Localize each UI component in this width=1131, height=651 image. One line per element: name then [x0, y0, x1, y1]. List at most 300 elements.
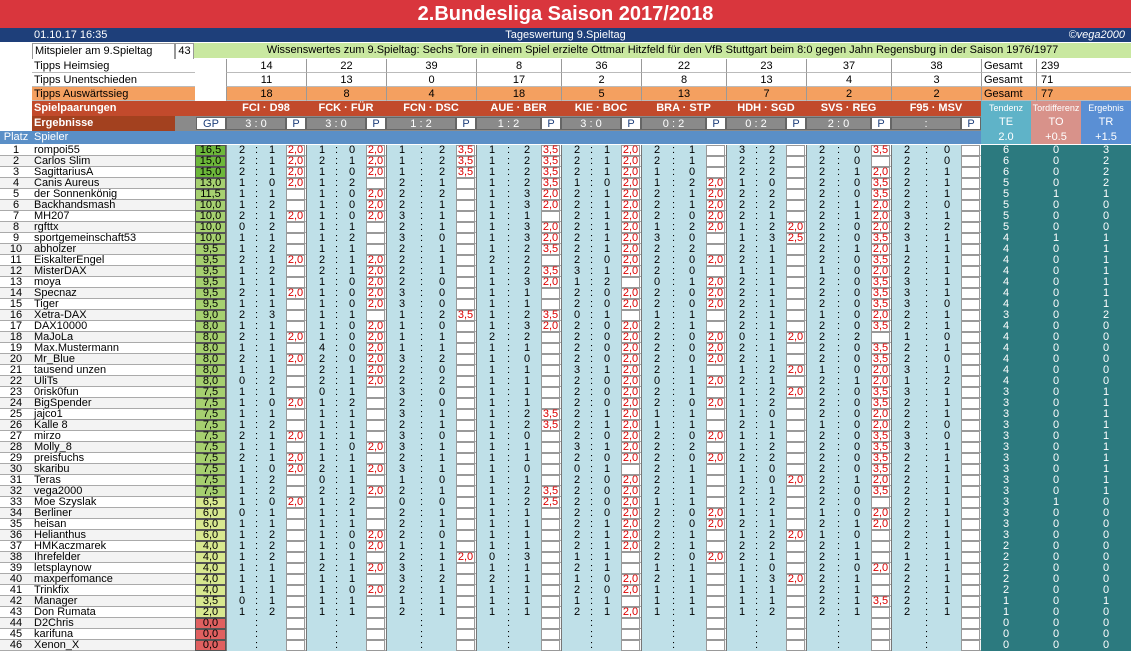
tip-away: 0 — [603, 430, 611, 442]
tip-away: 0 — [603, 584, 611, 596]
tip-colon: : — [335, 441, 339, 453]
tip-away: 3 — [523, 232, 531, 244]
tip-colon: : — [755, 298, 759, 310]
tip-colon: : — [335, 210, 339, 222]
tip-colon: : — [507, 232, 511, 244]
tip-home: 2 — [318, 485, 326, 497]
tip-home: 2 — [903, 419, 911, 431]
tip-away: 0 — [438, 386, 446, 398]
tip-away: 1 — [268, 188, 276, 200]
tip-home: 2 — [818, 276, 826, 288]
tip-away: 1 — [268, 353, 276, 365]
tip-away: 1 — [438, 584, 446, 596]
player-points: 3,5 — [542, 485, 559, 497]
tip-home: 1 — [238, 573, 246, 585]
tip-away: 0 — [853, 562, 861, 574]
tip-colon: : — [255, 210, 259, 222]
tip-away: 2 — [268, 551, 276, 563]
player-to: 0 — [1031, 530, 1081, 541]
player-points: 3,5 — [457, 309, 474, 321]
player-points: 3,5 — [872, 342, 889, 354]
tip-home: 1 — [488, 210, 496, 222]
tip-colon: : — [255, 408, 259, 420]
tip-away: 0 — [348, 298, 356, 310]
tip-away: 1 — [603, 364, 611, 376]
tip-home: 2 — [653, 287, 661, 299]
player-points: 2,0 — [787, 474, 804, 486]
table-row — [0, 640, 1131, 651]
player-rank: 14 — [9, 287, 23, 299]
tip-away: 2 — [523, 166, 531, 178]
player-points — [286, 618, 305, 629]
tip-home: 1 — [318, 518, 326, 530]
tip-home: 1 — [238, 364, 246, 376]
player-gp: 7,5 — [195, 486, 226, 497]
player-points: 2,0 — [707, 188, 724, 200]
tip-colon: : — [672, 507, 676, 519]
player-rank: 41 — [9, 584, 23, 596]
tip-away: 1 — [603, 144, 611, 156]
player-points — [961, 464, 980, 475]
tip-colon: : — [925, 287, 929, 299]
player-points — [456, 354, 475, 365]
player-points — [871, 618, 890, 629]
tip-colon: : — [507, 617, 511, 629]
player-to: 0 — [1031, 541, 1081, 552]
tip-away: 0 — [688, 232, 696, 244]
tip-away: 0 — [348, 287, 356, 299]
tip-colon: : — [590, 331, 594, 343]
tip-away: 1 — [603, 518, 611, 530]
player-points — [286, 233, 305, 244]
player-points — [706, 629, 725, 640]
tip-colon: : — [507, 177, 511, 189]
table-row — [0, 497, 1131, 508]
stat-value: 0 — [386, 73, 476, 87]
player-points: 2,0 — [367, 210, 384, 222]
table-row — [0, 552, 1131, 563]
player-points: 2,0 — [872, 221, 889, 233]
player-points: 2,0 — [622, 188, 639, 200]
player-tr: 0 — [1081, 508, 1131, 519]
player-points — [286, 541, 305, 552]
player-points — [961, 398, 980, 409]
player-rank: 42 — [9, 595, 23, 607]
tip-home: 2 — [818, 540, 826, 552]
tip-away: 0 — [853, 397, 861, 409]
player-te: 3 — [981, 431, 1031, 442]
stat-spacer — [175, 87, 195, 101]
tip-away: 1 — [268, 441, 276, 453]
tip-home: 1 — [238, 496, 246, 508]
tip-home: 1 — [238, 540, 246, 552]
tip-colon: : — [837, 529, 841, 541]
player-points — [961, 475, 980, 486]
tip-colon: : — [335, 353, 339, 365]
player-name: Mr_Blue — [34, 354, 75, 365]
player-points: 2,0 — [622, 364, 639, 376]
player-to: 0 — [1031, 574, 1081, 585]
tip-away: 0 — [853, 155, 861, 167]
tip-colon: : — [507, 364, 511, 376]
player-tr: 1 — [1081, 288, 1131, 299]
tip-home: 0 — [398, 496, 406, 508]
match-p-label: P — [961, 117, 981, 130]
tip-home: 2 — [903, 199, 911, 211]
tip-home: 2 — [238, 309, 246, 321]
player-points — [706, 156, 725, 167]
tip-away: 1 — [603, 221, 611, 233]
tip-home: 2 — [398, 265, 406, 277]
tip-colon: : — [672, 232, 676, 244]
tip-away: 0 — [853, 496, 861, 508]
tip-home: 1 — [653, 166, 661, 178]
tip-colon: : — [420, 452, 424, 464]
tip-home: 2 — [903, 496, 911, 508]
player-name: Xetra-DAX — [34, 310, 87, 321]
tip-away: 1 — [688, 485, 696, 497]
tip-colon: : — [507, 463, 511, 475]
tip-away: 1 — [268, 386, 276, 398]
tip-home: 2 — [573, 529, 581, 541]
tip-colon: : — [755, 386, 759, 398]
player-to: 0 — [1031, 486, 1081, 497]
tip-home: 2 — [818, 243, 826, 255]
player-tr: 1 — [1081, 442, 1131, 453]
tip-away: 1 — [523, 342, 531, 354]
tip-home: 1 — [488, 199, 496, 211]
tip-colon: : — [925, 551, 929, 563]
tip-home: 3 — [398, 562, 406, 574]
player-tr: 0 — [1081, 343, 1131, 354]
tip-colon: : — [507, 298, 511, 310]
tip-colon: : — [925, 375, 929, 387]
player-points: 2,0 — [707, 276, 724, 288]
tip-home: 1 — [318, 408, 326, 420]
tip-colon: : — [255, 507, 259, 519]
tip-away: 1 — [438, 199, 446, 211]
tip-colon: : — [755, 540, 759, 552]
tip-colon: : — [925, 573, 929, 585]
player-points — [961, 563, 980, 574]
table-row — [0, 222, 1131, 233]
tip-colon: : — [255, 430, 259, 442]
tip-home: 1 — [238, 232, 246, 244]
player-tip — [476, 640, 541, 651]
tip-away: 2 — [768, 155, 776, 167]
player-points — [541, 563, 560, 574]
player-points — [456, 431, 475, 442]
tip-home: 2 — [573, 540, 581, 552]
tip-home: 1 — [398, 540, 406, 552]
player-points: 2,0 — [622, 210, 639, 222]
tip-colon: : — [672, 353, 676, 365]
spielpaarungen-label: Spielpaarungen — [32, 101, 175, 116]
tip-away: 0 — [603, 452, 611, 464]
player-points: 2,0 — [707, 507, 724, 519]
app-title: 2.Bundesliga Saison 2017/2018 — [0, 0, 1131, 28]
player-te: 3 — [981, 497, 1031, 508]
player-tr: 2 — [1081, 167, 1131, 178]
player-points: 2,0 — [872, 210, 889, 222]
player-points: 2,0 — [367, 265, 384, 277]
player-points — [786, 244, 805, 255]
stat-value: 13 — [306, 73, 386, 87]
player-points: 2,0 — [367, 364, 384, 376]
tip-home: 2 — [653, 485, 661, 497]
tip-away: 1 — [348, 430, 356, 442]
stat-value: 38 — [891, 59, 981, 73]
tip-home: 2 — [903, 474, 911, 486]
player-points: 2,0 — [622, 331, 639, 343]
stat-value: 5 — [561, 87, 641, 101]
player-te: 4 — [981, 288, 1031, 299]
tip-colon: : — [255, 309, 259, 321]
player-points — [961, 453, 980, 464]
tip-colon: : — [590, 529, 594, 541]
player-points — [366, 508, 385, 519]
player-points — [541, 508, 560, 519]
tip-home: 2 — [398, 364, 406, 376]
tip-home: 2 — [573, 353, 581, 365]
player-rank: 31 — [9, 474, 23, 486]
player-points: 2,0 — [622, 397, 639, 409]
tip-away: 0 — [523, 430, 531, 442]
tip-colon: : — [507, 628, 511, 640]
tip-home: 3 — [398, 441, 406, 453]
player-points — [366, 618, 385, 629]
player-points — [456, 321, 475, 332]
player-points: 2,0 — [287, 155, 304, 167]
player-points: 3,5 — [872, 386, 889, 398]
player-tr: 0 — [1081, 211, 1131, 222]
tip-away: 0 — [348, 276, 356, 288]
match-score: 1 : 2 — [386, 117, 456, 130]
tip-home: 1 — [738, 177, 746, 189]
player-points — [456, 629, 475, 640]
tip-colon: : — [837, 298, 841, 310]
player-gp: 11,5 — [195, 189, 226, 200]
player-points — [786, 266, 805, 277]
tip-colon: : — [507, 540, 511, 552]
player-to: 0 — [1031, 420, 1081, 431]
tip-away: 1 — [943, 584, 951, 596]
tip-colon: : — [335, 474, 339, 486]
tip-colon: : — [420, 364, 424, 376]
tip-colon: : — [590, 243, 594, 255]
tip-colon: : — [837, 375, 841, 387]
tip-away: 2 — [268, 540, 276, 552]
player-te: 2 — [981, 574, 1031, 585]
ergebnis-code: TR — [1081, 115, 1131, 130]
player-points: 2,0 — [707, 254, 724, 266]
tip-away: 0 — [603, 485, 611, 497]
tip-away: 1 — [348, 386, 356, 398]
player-to: 0 — [1031, 387, 1081, 398]
player-rank: 22 — [9, 375, 23, 387]
tip-home: 0 — [238, 507, 246, 519]
tip-away: 1 — [603, 199, 611, 211]
tip-away: 2 — [348, 232, 356, 244]
tip-away: 2 — [943, 221, 951, 233]
tip-home: 2 — [903, 463, 911, 475]
tip-colon: : — [755, 276, 759, 288]
tordifferenz-code: TO — [1031, 115, 1081, 130]
tip-colon: : — [672, 276, 676, 288]
player-points: 2,0 — [872, 507, 889, 519]
player-points — [961, 321, 980, 332]
tip-away: 0 — [348, 188, 356, 200]
match-p-label: P — [706, 117, 726, 130]
tip-colon: : — [755, 397, 759, 409]
player-points: 3,5 — [542, 309, 559, 321]
tip-away: 2 — [523, 155, 531, 167]
tip-away: 2 — [523, 485, 531, 497]
tip-colon: : — [335, 166, 339, 178]
tip-away: 0 — [603, 375, 611, 387]
copyright: ©vega2000 — [1068, 29, 1125, 41]
player-points — [961, 277, 980, 288]
tip-away: 1 — [603, 419, 611, 431]
tip-colon: : — [507, 485, 511, 497]
tip-colon: : — [420, 232, 424, 244]
player-to: 0 — [1031, 277, 1081, 288]
tendenz-label: Tendenz — [981, 101, 1031, 115]
tip-colon: : — [837, 639, 841, 651]
tip-colon: : — [755, 375, 759, 387]
tip-colon: : — [590, 221, 594, 233]
table-row — [0, 574, 1131, 585]
tip-away: 1 — [853, 540, 861, 552]
tip-colon: : — [672, 144, 676, 156]
tip-away: 0 — [348, 210, 356, 222]
player-points: 3,5 — [872, 320, 889, 332]
tip-colon: : — [255, 155, 259, 167]
tip-away: 0 — [348, 331, 356, 343]
player-points — [706, 310, 725, 321]
tip-home: 1 — [573, 551, 581, 563]
tip-colon: : — [420, 177, 424, 189]
player-points: 2,0 — [622, 243, 639, 255]
tip-colon: : — [590, 540, 594, 552]
tip-away: 1 — [523, 364, 531, 376]
table-row — [0, 596, 1131, 607]
tip-away: 1 — [523, 540, 531, 552]
table-row — [0, 332, 1131, 343]
tip-colon: : — [837, 540, 841, 552]
player-name: SagittariusA — [34, 167, 94, 178]
tip-home: 2 — [318, 353, 326, 365]
player-points: 2,0 — [367, 331, 384, 343]
player-rank: 46 — [9, 639, 23, 651]
player-points: 2,0 — [367, 188, 384, 200]
tip-away: 1 — [603, 408, 611, 420]
player-gp: 10,0 — [195, 200, 226, 211]
tip-away: 1 — [603, 188, 611, 200]
tip-home: 2 — [738, 375, 746, 387]
tip-home: 3 — [653, 232, 661, 244]
player-gp: 15,0 — [195, 156, 226, 167]
tip-colon: : — [420, 166, 424, 178]
tip-home: 2 — [818, 254, 826, 266]
tip-colon: : — [335, 320, 339, 332]
tip-away: 1 — [943, 166, 951, 178]
tip-away: 1 — [348, 474, 356, 486]
tip-home: 1 — [573, 276, 581, 288]
tip-colon: : — [925, 364, 929, 376]
tip-away: 1 — [603, 551, 611, 563]
tip-colon: : — [672, 540, 676, 552]
player-points — [456, 288, 475, 299]
player-points — [786, 640, 805, 651]
tip-colon: : — [925, 298, 929, 310]
tip-home: 2 — [653, 463, 661, 475]
tip-home: 1 — [653, 221, 661, 233]
player-tr: 0 — [1081, 519, 1131, 530]
player-rank: 26 — [9, 419, 23, 431]
tip-away: 2 — [523, 419, 531, 431]
stat-label: Tipps Unentschieden — [32, 73, 175, 87]
tip-away: 1 — [688, 540, 696, 552]
tip-away: 0 — [348, 529, 356, 541]
match-p-label: P — [286, 117, 306, 130]
player-points — [286, 640, 305, 651]
tip-away: 1 — [853, 606, 861, 618]
tip-colon: : — [590, 507, 594, 519]
player-rank: 17 — [9, 320, 23, 332]
tip-away: 2 — [768, 606, 776, 618]
player-points — [786, 255, 805, 266]
player-points — [456, 365, 475, 376]
tip-home: 2 — [398, 452, 406, 464]
player-te: 4 — [981, 255, 1031, 266]
tip-away: 0 — [438, 232, 446, 244]
tip-colon: : — [335, 518, 339, 530]
tip-home: 2 — [903, 144, 911, 156]
tip-home: 1 — [488, 540, 496, 552]
tip-away: 1 — [523, 298, 531, 310]
player-points — [286, 365, 305, 376]
player-to: 0 — [1031, 222, 1081, 233]
tip-home: 3 — [398, 408, 406, 420]
tip-colon: : — [335, 551, 339, 563]
player-points: 2,0 — [707, 221, 724, 233]
player-to: 0 — [1031, 431, 1081, 442]
tip-home: 2 — [818, 595, 826, 607]
tip-away: 0 — [768, 463, 776, 475]
tip-colon: : — [507, 430, 511, 442]
stat-value: 2 — [806, 87, 891, 101]
tip-home: 2 — [738, 155, 746, 167]
tip-colon: : — [672, 265, 676, 277]
player-points — [961, 189, 980, 200]
stat-gesamt-label: Gesamt — [981, 87, 1036, 101]
player-to: 0 — [1031, 310, 1081, 321]
player-tr: 1 — [1081, 464, 1131, 475]
player-to: 0 — [1031, 442, 1081, 453]
tip-home: 2 — [238, 430, 246, 442]
tip-away: 1 — [943, 265, 951, 277]
tip-away: 2 — [348, 397, 356, 409]
tip-colon: : — [837, 606, 841, 618]
tip-away: 2 — [438, 144, 446, 156]
tip-home: 1 — [318, 452, 326, 464]
tip-away: 1 — [768, 287, 776, 299]
tip-away: 1 — [438, 507, 446, 519]
tip-home: 3 — [903, 441, 911, 453]
tip-colon: : — [925, 485, 929, 497]
tip-home: 2 — [653, 430, 661, 442]
